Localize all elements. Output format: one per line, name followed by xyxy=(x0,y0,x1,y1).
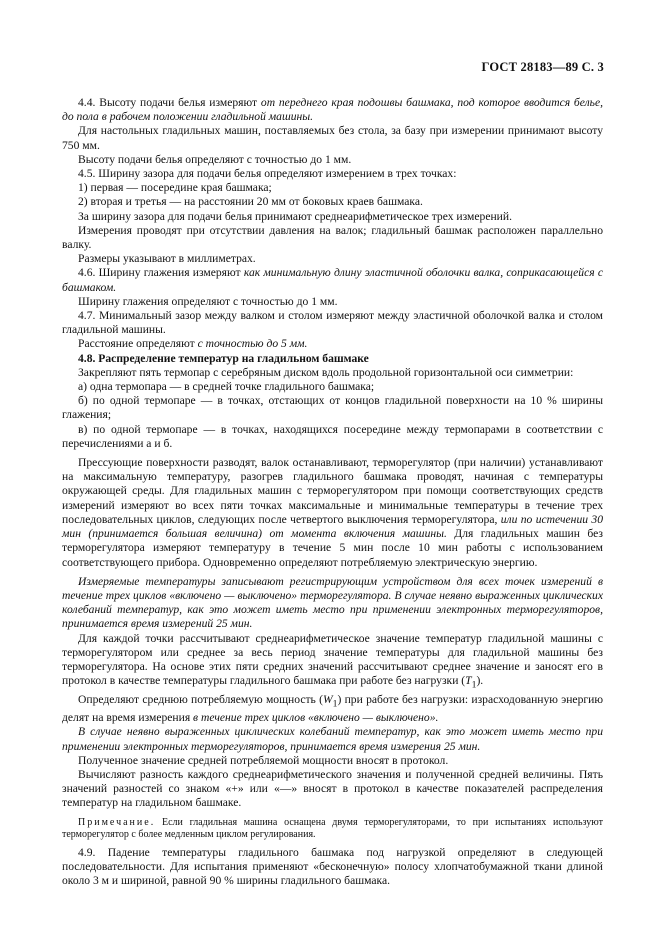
text-run: Закрепляют пять термопар с серебряным диском вдоль продольной горизонтальной оси симметрии: xyxy=(78,365,574,379)
text-run: ). xyxy=(476,674,484,688)
italic-text: от переднего края подошвы башмака, под которое вводится белье, до пола в рабочем положении гладильной машины. xyxy=(62,96,603,124)
text-run: За ширину зазора для подачи белья принимают среднеарифметическое трех измерений. xyxy=(78,209,512,223)
paragraph xyxy=(62,725,603,753)
paragraph xyxy=(62,337,603,351)
page-header: ГОСТ 28183—89 С. 3 xyxy=(481,60,604,74)
text-run: Если гладильная машина оснащена двумя терморегуляторами, то при испытаниях используют терморегулятор с более медленным циклом регулирования. xyxy=(62,816,603,840)
paragraph xyxy=(62,846,603,889)
paragraph xyxy=(62,210,603,224)
text-run: Вычисляют разность каждого среднеарифметического значения и полученной средней величины. Пять значений разностей со знаком «+» или «—» вносят в протокол в качестве показателей распределения температур на гладильном башмаке. xyxy=(62,767,603,810)
italic-text: T xyxy=(465,674,472,688)
paragraph xyxy=(62,309,603,337)
paragraph xyxy=(62,632,603,693)
bold-text: 4.8. Распределение температур на гладильном башмаке xyxy=(78,351,369,365)
paragraph xyxy=(62,167,603,181)
text-run: 4.9. Падение температуры гладильного башмака под нагрузкой определяют в следующей последовательности. Для испытания применяют «бесконечную» полосу хлопчатобумажной ткани длиной около 3 м и шириной, равной 90 % ширины гладильного башмака. xyxy=(62,845,603,888)
text-run: Ширину глажения определяют с точностью до 1 мм. xyxy=(78,294,338,308)
text-run: Полученное значение средней потребляемой мощности вносят в протокол. xyxy=(78,753,449,767)
text-run: 4.6. Ширину глажения измеряют xyxy=(78,266,244,280)
paragraph xyxy=(62,693,603,726)
text-run: Для каждой точки рассчитывают среднеарифметическое значение температур гладильной машины с терморегулятором или среднее за весь период значение температуры для гладильной машины без терморегулятора. На основе этих пяти средних значений рассчитывают среднее значение и заносят его в протокол в качестве температуры гладильного башмака при работе без нагрузки ( xyxy=(62,631,603,688)
italic-text: Измеряемые температуры записывают регистрирующим устройством для всех точек измерений в течение трех циклов «включено — выключено» терморегулятора. В случае неявно выраженных циклических колебаний температур, как это может иметь место при применении электронных терморегуляторов, принимается время измерений 25 мин. xyxy=(62,574,603,631)
list-item xyxy=(62,195,603,209)
text-run: Для гладильных машин без терморегулятора измеряют температуру в течение 5 мин после 10 мин работы с использованием соответствующего прибора. Одновременно определяют потребляемую электрическую энергию. xyxy=(62,527,603,569)
list-item xyxy=(62,181,603,195)
italic-text: с точностью до 5 мм. xyxy=(197,337,308,351)
paragraph xyxy=(62,96,603,124)
text-run: Расстояние определяют xyxy=(78,337,198,351)
text-run: 2) вторая и третья — на расстоянии 20 мм от боковых краев башмака. xyxy=(78,195,423,209)
text-run: ) при работе без нагрузки: израсходованную энергию делят на время измерения xyxy=(62,692,603,725)
document-body xyxy=(62,96,603,889)
subscript: 1 xyxy=(332,697,338,709)
text-run: б) по одной термопаре — в точках, отстающих от концов гладильной поверхности на 10 % ширины глажения; xyxy=(62,394,603,422)
note xyxy=(62,817,603,841)
paragraph xyxy=(62,575,603,632)
list-item xyxy=(62,394,603,422)
paragraph xyxy=(62,153,603,167)
section-heading xyxy=(62,352,603,366)
paragraph xyxy=(62,456,603,570)
text-run: 4.7. Минимальный зазор между валком и столом измеряют между эластичной оболочкой валка и столом гладильной машины. xyxy=(62,309,603,337)
italic-text: В случае неявно выраженных циклических колебаний температур, как это может иметь место при применении электронных терморегуляторов, принимается время измерения 25 мин. xyxy=(62,725,603,753)
text-run: Высоту подачи белья определяют с точностью до 1 мм. xyxy=(78,152,352,166)
italic-text: в течение трех циклов «включено — выключено». xyxy=(193,711,439,725)
paragraph xyxy=(62,366,603,380)
text-run: Измерения проводят при отсутствии давления на валок; гладильный башмак расположен параллельно валку. xyxy=(62,223,603,252)
paragraph xyxy=(62,266,603,294)
paragraph xyxy=(62,754,603,768)
note-label: Примечание. xyxy=(78,816,156,828)
list-item xyxy=(62,423,603,451)
italic-text: как минимальную длину эластичной оболочки валка, соприкасающейся с башмаком. xyxy=(62,266,603,294)
text-run: а) одна термопара — в средней точке гладильного башмака; xyxy=(78,380,375,394)
italic-text: W xyxy=(322,692,333,706)
text-run: Определяют среднюю потребляемую мощность ( xyxy=(78,692,323,706)
text-run: Прессующие поверхности разводят, валок останавливают, терморегулятор (при наличии) устанавливают на максимальную температуру, разогрев гладильного башмака проводят, начиная с температуры окружающей среды. Для гладильных машин с терморегулятором при помощи соответствующих средств измерений измеряют во всех пяти точках максимальные и минимальные температуры в течение трех последовательных циклов, следующих после четвертого выключения терморегулятора, xyxy=(62,456,603,526)
subscript: 1 xyxy=(471,679,477,691)
paragraph xyxy=(62,768,603,811)
paragraph xyxy=(62,252,603,266)
paragraph xyxy=(62,224,603,252)
paragraph xyxy=(62,295,603,309)
text-run: Для настольных гладильных машин, поставляемых без стола, за базу при измерении принимают высоту 750 мм. xyxy=(62,124,603,152)
italic-text: или по истечении 30 мин (принимается большая величина) от момента включения машины. xyxy=(62,512,603,541)
text-run: 4.5. Ширину зазора для подачи белья определяют измерением в трех точках: xyxy=(78,167,457,181)
list-item xyxy=(62,380,603,394)
paragraph xyxy=(62,124,603,152)
text-run: Размеры указывают в миллиметрах. xyxy=(78,252,256,266)
text-run: 1) первая — посередине края башмака; xyxy=(78,181,272,195)
text-run: 4.4. Высоту подачи белья измеряют xyxy=(78,96,261,109)
text-run: в) по одной термопаре — в точках, находящихся посередине между термопарами в соответствии с перечислениями а и б. xyxy=(62,422,603,450)
